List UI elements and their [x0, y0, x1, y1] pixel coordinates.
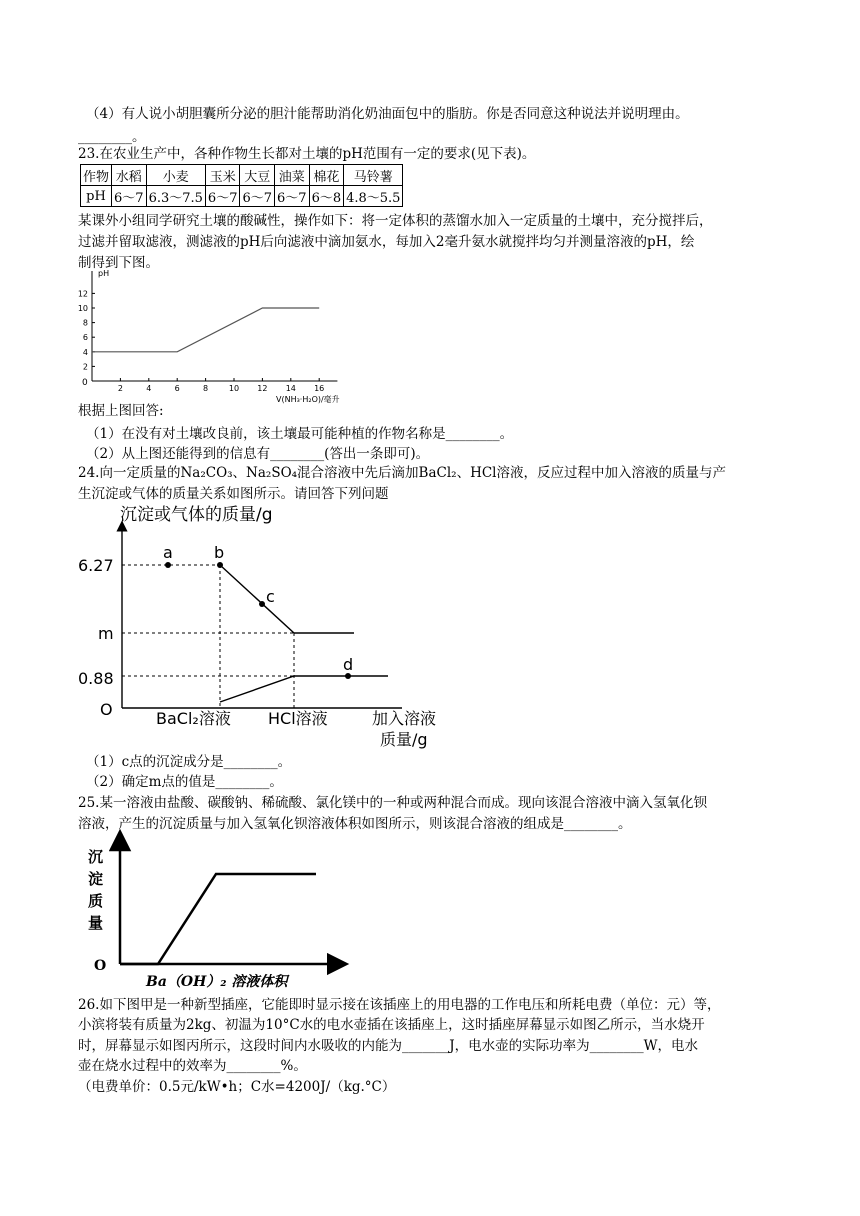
point-a-marker [165, 562, 171, 568]
point-d-label: d [343, 655, 354, 674]
q4-answer-blank: ________。 [78, 129, 146, 145]
table-cell: 马铃薯 [344, 165, 403, 186]
table-cell: 6～7 [112, 186, 147, 207]
y-tick-label: 6.27 [78, 556, 114, 575]
y-tick-label: 6 [82, 333, 88, 343]
q23-sub-question-2: （2）从上图还能得到的信息有________(答出一条即可)。 [86, 446, 430, 462]
y-tick-label: 4 [82, 347, 88, 357]
table-cell: 玉米 [205, 165, 240, 186]
q4-text: （4）有人说小胡胆囊所分泌的胆汁能帮助消化奶油面包中的脂肪。你是否同意这种说法并说明理由。 [86, 106, 689, 122]
q24-line: 生沉淀或气体的质量关系如图所示。请回答下列问题 [78, 486, 389, 502]
point-c-label: c [266, 587, 275, 606]
x-axis-label: 加入溶液 [372, 709, 437, 728]
q23-paragraph-line: 某课外小组同学研究土壤的酸碱性，操作如下：将一定体积的蒸馏水加入一定质量的土壤中，充分搅拌后， [78, 213, 713, 229]
y-tick-label: 0.88 [78, 669, 114, 688]
ph-curve-chart [76, 265, 340, 407]
x-tick-label: 10 [228, 384, 240, 393]
origin-label: O [94, 958, 107, 974]
table-cell: 6.3～7.5 [146, 186, 205, 207]
precipitate-line [120, 874, 316, 964]
table-cell: 6～7 [240, 186, 275, 207]
y-axis-label-char: 量 [88, 914, 104, 932]
precipitate-gas-chart [76, 498, 456, 750]
x-category-label: BaCl₂溶液 [156, 709, 231, 728]
point-a-label: a [163, 543, 173, 562]
x-tick-label: 4 [146, 384, 152, 393]
origin-label: O [100, 700, 113, 719]
table-header-row [81, 165, 403, 186]
ph-curve-line [92, 308, 319, 352]
table-cell: 棉花 [309, 165, 344, 186]
q24-sub-question-2: （2）确定m点的值是________。 [86, 774, 283, 790]
table-cell: 6～7 [275, 186, 310, 207]
q24-sub-question-1: （1）c点的沉淀成分是________。 [86, 754, 292, 770]
y-tick-label: m [98, 624, 114, 643]
y-tick-label: 12 [77, 289, 88, 299]
y-axis-label: pH [98, 269, 110, 278]
q23-paragraph-line: 制得到下图。 [78, 255, 159, 271]
q26-line: 壶在烧水过程中的效率为________%。 [78, 1058, 307, 1074]
y-axis-label-char: 沉 [88, 848, 104, 866]
q26-line: （电费单价：0.5元/kW•h；C水=4200J/（kg.°C） [78, 1079, 396, 1095]
point-b-label: b [214, 543, 225, 562]
gas-line [220, 676, 388, 702]
point-c-marker [259, 601, 265, 607]
x-tick-label: 16 [314, 384, 325, 393]
y-tick-label: 2 [82, 362, 88, 372]
q25-line: 25.某一溶液由盐酸、碳酸钠、稀硫酸、氯化镁中的一种或两种混合而成。现向该混合溶液中滴入氢氧化钡 [78, 795, 707, 811]
x-axis-label: Ba（OH）₂ 溶液体积 [146, 974, 288, 990]
x-tick-label: 8 [203, 384, 209, 393]
q26-line: 小滨将装有质量为2kg、初温为10°C水的电水壶插在该插座上，这时插座屏幕显示如图乙所示，当水烧开 [78, 1017, 705, 1033]
q26-line: 时，屏幕显示如图丙所示，这段时间内水吸收的内能为_______J，电水壶的实际功率为________W，电水 [78, 1038, 699, 1054]
x-axis-label: 质量/g [380, 730, 428, 749]
table-cell: 大豆 [240, 165, 275, 186]
precipitate-volume-chart [76, 832, 346, 992]
y-tick-label: 8 [82, 318, 88, 328]
x-axis-label: V(NH₃·H₂O)/毫升 [276, 395, 340, 404]
x-category-label: HCl溶液 [268, 709, 328, 728]
q23-answer-intro: 根据上图回答: [78, 403, 164, 419]
x-tick-label: 12 [257, 384, 268, 393]
x-tick-label: 6 [174, 384, 180, 393]
q23-title: 23.在农业生产中，各种作物生长都对土壤的pH范围有一定的要求(见下表)。 [78, 146, 536, 162]
q26-line: 26.如下图甲是一种新型插座，它能即时显示接在该插座上的用电器的工作电压和所耗电费（单位：元）等， [78, 997, 721, 1013]
point-b-marker [217, 562, 223, 568]
q25-line: 溶液，产生的沉淀质量与加入氢氧化钡溶液体积如图所示，则该混合溶液的组成是________。 [78, 816, 632, 832]
y-axis-label: 沉淀或气体的质量/g [120, 505, 273, 525]
y-tick-label: 10 [77, 304, 88, 313]
table-row [81, 186, 403, 207]
table-cell: 6～8 [309, 186, 344, 207]
precipitate-line [220, 565, 354, 633]
table-cell: 6～7 [205, 186, 240, 207]
table-cell: 小麦 [146, 165, 205, 186]
table-cell: 4.8～5.5 [344, 186, 403, 207]
q23-sub-question-1: （1）在没有对土壤改良前，该土壤最可能种植的作物名称是________。 [86, 426, 514, 442]
origin-label: 0 [82, 378, 88, 388]
table-cell: 水稻 [112, 165, 147, 186]
ph-requirement-table [80, 164, 403, 207]
y-axis-label-char: 质 [88, 892, 104, 910]
x-tick-label: 14 [285, 384, 296, 393]
q23-paragraph-line: 过滤并留取滤液，测滤液的pH后向滤液中滴加氨水，每加入2毫升氨水就搅拌均匀并测量溶液的pH，绘 [78, 234, 695, 250]
table-cell: 油菜 [275, 165, 310, 186]
table-cell: 作物 [81, 165, 112, 186]
table-cell: pH [81, 186, 112, 207]
q24-line: 24.向一定质量的Na₂CO₃、Na₂SO₄混合溶液中先后滴加BaCl₂、HCl溶液，反应过程中加入溶液的质量与产 [78, 465, 726, 481]
x-tick-label: 2 [117, 384, 123, 393]
y-axis-label-char: 淀 [88, 870, 104, 888]
